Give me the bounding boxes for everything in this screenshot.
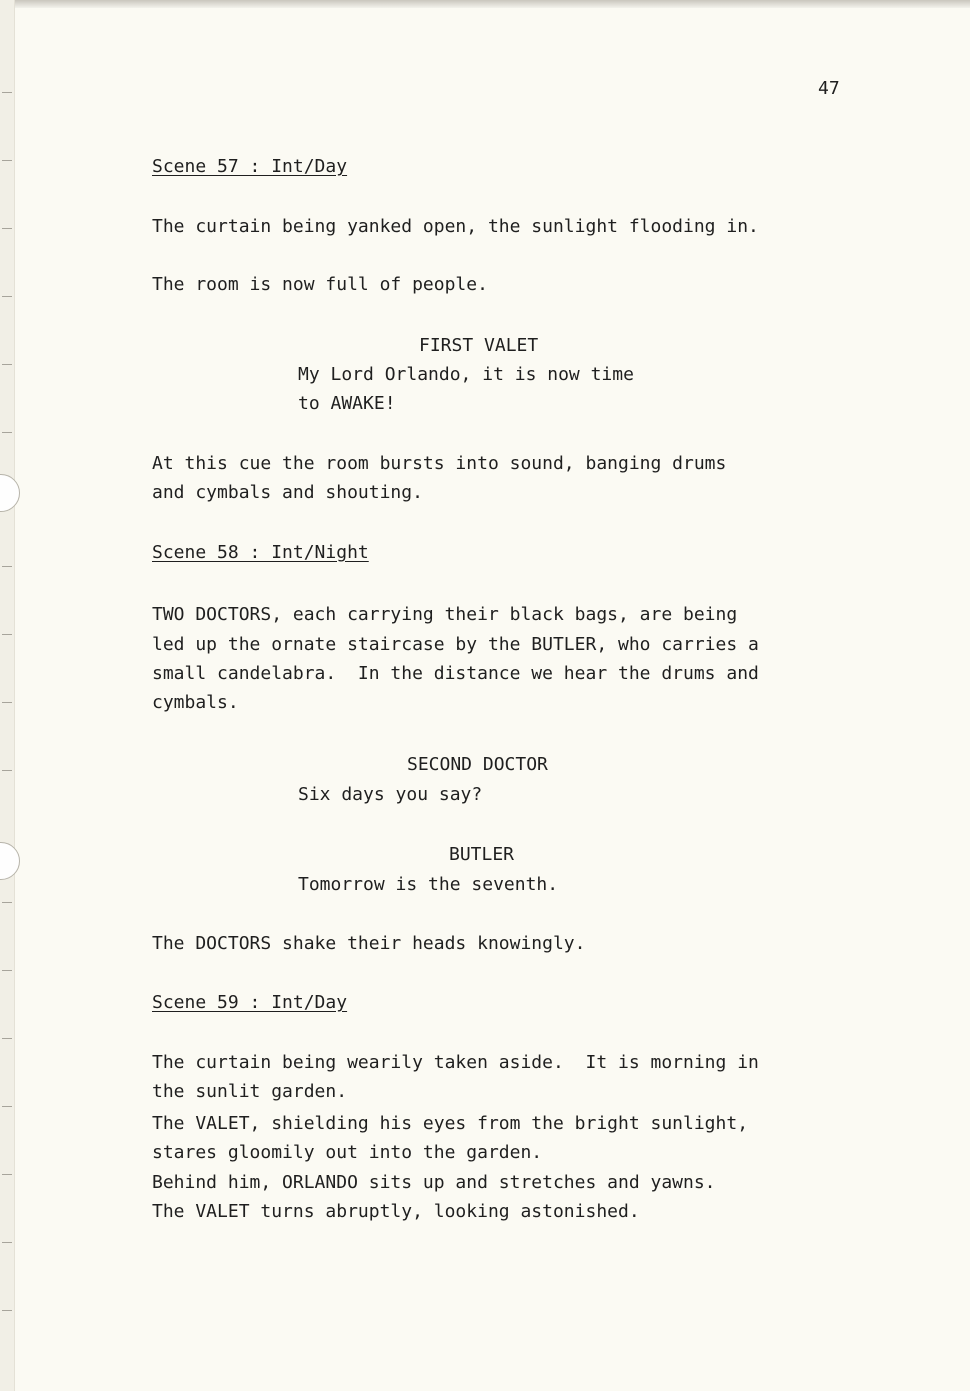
character-name: BUTLER (449, 844, 515, 865)
dialogue-line: Six days you say? (298, 784, 483, 805)
dialogue-line: to AWAKE! (298, 393, 396, 414)
character-name: FIRST VALET (419, 335, 539, 356)
action-line: the sunlit garden. (152, 1081, 348, 1102)
action-line: led up the ornate staircase by the BUTLER, who carries a (152, 634, 759, 655)
dialogue-line: My Lord Orlando, it is now time (298, 364, 634, 385)
action-line: At this cue the room bursts into sound, banging drums (152, 453, 727, 474)
action-line: The DOCTORS shake their heads knowingly. (152, 933, 586, 954)
action-line: small candelabra. In the distance we hear the drums and (152, 663, 759, 684)
action-line: The curtain being yanked open, the sunlight flooding in. (152, 216, 759, 237)
action-line: and cymbals and shouting. (152, 482, 423, 503)
scene-heading: Scene 59 : Int/Day (152, 992, 348, 1013)
action-line: stares gloomily out into the garden. (152, 1142, 543, 1163)
dialogue-line: Tomorrow is the seventh. (298, 874, 559, 895)
scene-heading: Scene 58 : Int/Night (152, 542, 369, 563)
page-number: 47 (818, 78, 840, 99)
action-line: The curtain being wearily taken aside. It is morning in (152, 1052, 759, 1073)
action-line: The VALET turns abruptly, looking astonished. (152, 1201, 640, 1222)
scene-heading: Scene 57 : Int/Day (152, 156, 348, 177)
action-line: The room is now full of people. (152, 274, 488, 295)
character-name: SECOND DOCTOR (407, 754, 548, 775)
action-line: cymbals. (152, 692, 239, 713)
action-line: TWO DOCTORS, each carrying their black bags, are being (152, 604, 738, 625)
action-line: Behind him, ORLANDO sits up and stretches and yawns. (152, 1172, 716, 1193)
action-line: The VALET, shielding his eyes from the bright sunlight, (152, 1113, 749, 1134)
